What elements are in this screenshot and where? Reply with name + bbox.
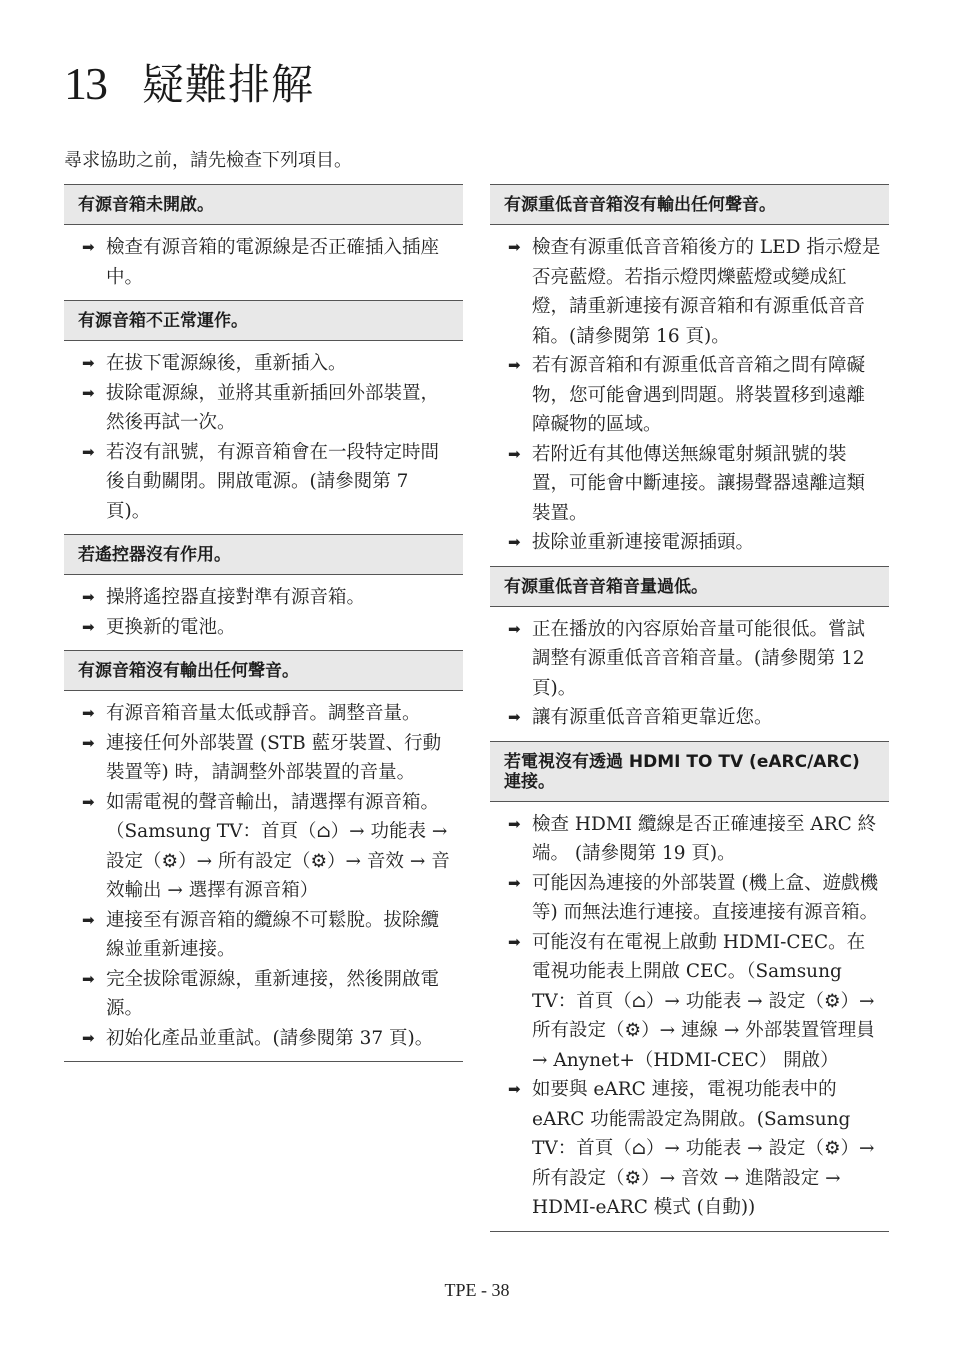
arrow-right-icon: ➡ (508, 873, 521, 892)
list-item-text: 連接任何外部裝置 (STB 藍牙裝置、行動裝置等) 時，請調整外部裝置的音量。 (106, 732, 442, 783)
troubleshoot-section (64, 650, 463, 1062)
arrow-right-icon: ➡ (82, 354, 95, 372)
arrow-right-icon: ➡ (508, 1080, 521, 1098)
section-title: 有源音箱沒有輸出任何聲音。 (64, 650, 463, 691)
list-item (82, 699, 457, 729)
right-column (490, 184, 889, 1232)
chapter-heading (64, 52, 314, 112)
list-item (508, 1075, 883, 1223)
arrow-right-icon: ➡ (82, 910, 95, 929)
list-item-text: 拔除電源線，並將其重新插回外部裝置，然後再試一次。 (106, 382, 440, 433)
arrow-right-icon: ➡ (82, 1028, 95, 1047)
arrow-right-icon: ➡ (508, 444, 521, 463)
list-item-text: 連接至有源音箱的纜線不可鬆脫。拔除纜線並重新連接。 (106, 909, 440, 960)
list-item-text: 正在播放的內容原始音量可能很低。嘗試調整有源重低音音箱音量。(請參閱第 12 頁)。 (532, 618, 866, 699)
list-item (82, 788, 457, 906)
section-list (64, 225, 463, 300)
troubleshoot-section (490, 566, 889, 741)
arrow-right-icon: ➡ (82, 383, 95, 402)
chapter-number: 13 (64, 58, 106, 109)
intro-text: 尋求協助之前，請先檢查下列項目。 (64, 150, 352, 171)
arrow-right-icon: ➡ (82, 588, 95, 606)
arrow-right-icon: ➡ (82, 442, 95, 461)
arrow-right-icon: ➡ (508, 533, 521, 551)
list-item-text: 在拔下電源線後，重新插入。 (106, 353, 347, 374)
troubleshoot-section (64, 534, 463, 650)
arrow-right-icon: ➡ (508, 619, 521, 638)
list-item (82, 379, 457, 438)
section-title: 有源重低音音箱沒有輸出任何聲音。 (490, 184, 889, 225)
list-item-text: 若附近有其他傳送無線電射頻訊號的裝置，可能會中斷連接。讓揚聲器遠離這類裝置。 (532, 443, 866, 524)
list-item (508, 869, 883, 928)
list-item-text: 如需電視的聲音輸出，請選擇有源音箱。（Samsung TV：首頁（⌂）→ 功能表 → 設定（⚙）→ 所有設定（⚙）→ 音效 → 音效輸出 → 選擇有源音箱） (106, 791, 450, 901)
section-title: 有源重低音音箱音量過低。 (490, 566, 889, 607)
list-item (508, 810, 883, 869)
chapter-title: 疑難排解 (142, 60, 315, 109)
left-column (64, 184, 463, 1062)
arrow-right-icon: ➡ (82, 238, 95, 256)
troubleshoot-section (490, 184, 889, 566)
list-item-text: 檢查 HDMI 纜線是否正確連接至 ARC 終端。 (請參閱第 19 頁)。 (532, 813, 877, 864)
list-item-text: 讓有源重低音音箱更靠近您。 (532, 707, 773, 728)
section-list (64, 691, 463, 1061)
arrow-right-icon: ➡ (82, 733, 95, 752)
section-title: 若遙控器沒有作用。 (64, 534, 463, 575)
list-item (508, 928, 883, 1076)
page-footer: TPE - 38 (444, 1280, 510, 1300)
arrow-right-icon: ➡ (82, 704, 95, 722)
section-list (490, 225, 889, 566)
list-item (82, 1024, 457, 1054)
arrow-right-icon: ➡ (82, 969, 95, 988)
list-item (82, 583, 457, 613)
section-list (490, 607, 889, 741)
arrow-right-icon: ➡ (82, 792, 95, 811)
section-title: 有源音箱不正常運作。 (64, 300, 463, 341)
list-item (82, 438, 457, 527)
list-item-text: 拔除並重新連接電源插頭。 (532, 532, 755, 553)
list-item-text: 更換新的電池。 (106, 616, 236, 638)
section-list (64, 341, 463, 534)
list-item-text: 完全拔除電源線，重新連接，然後開啟電源。 (106, 968, 440, 1019)
list-item (508, 703, 883, 733)
list-item (82, 729, 457, 788)
list-item (508, 440, 883, 529)
list-item (82, 613, 457, 643)
list-item (82, 965, 457, 1024)
list-item-text: 操將遙控器直接對準有源音箱。 (106, 587, 366, 608)
list-item-text: 如要與 eARC 連接，電視功能表中的 eARC 功能需設定為開啟。(Samsung TV：首頁（⌂）→ 功能表 → 設定（⚙）→ 所有設定（⚙）→ 音效 → 進階設定 → HDMI-eARC 模式 (自動)) (532, 1079, 875, 1218)
section-list (490, 802, 889, 1231)
arrow-right-icon: ➡ (508, 356, 521, 374)
list-item-text: 有源音箱音量太低或靜音。調整音量。 (106, 703, 421, 724)
list-item (82, 906, 457, 965)
section-title: 若電視沒有透過 HDMI TO TV (eARC/ARC) 連接。 (490, 741, 889, 802)
section-list (64, 575, 463, 650)
list-item (82, 233, 457, 292)
troubleshoot-section (490, 741, 889, 1232)
list-item-text: 檢查有源重低音音箱後方的 LED 指示燈是否亮藍燈。若指示燈閃爍藍燈或變成紅燈，請重新連接有源音箱和有源重低音音箱。(請參閱第 16 頁)。 (532, 237, 881, 347)
list-item-text: 檢查有源音箱的電源線是否正確插入插座中。 (106, 237, 440, 288)
list-item (508, 351, 883, 440)
arrow-right-icon: ➡ (508, 814, 521, 833)
arrow-right-icon: ➡ (508, 238, 521, 256)
list-item (508, 615, 883, 704)
list-item-text: 若有源音箱和有源重低音音箱之間有障礙物，您可能會遇到問題。將裝置移到遠離障礙物的區域。 (532, 355, 866, 435)
list-item (508, 233, 883, 351)
list-item-text: 可能沒有在電視上啟動 HDMI-CEC。在電視功能表上開啟 CEC。（Samsung TV：首頁（⌂）→ 功能表 → 設定（⚙）→ 所有設定（⚙）→ 連線 → 外部裝置管理員 → Anynet+（HDMI-CEC） 開啟） (532, 931, 875, 1071)
troubleshoot-section (64, 300, 463, 534)
list-item-text: 若沒有訊號，有源音箱會在一段特定時間後自動關閉。開啟電源。(請參閱第 7 頁)。 (106, 441, 440, 522)
list-item (82, 349, 457, 379)
arrow-right-icon: ➡ (82, 617, 95, 636)
arrow-right-icon: ➡ (508, 708, 521, 726)
arrow-right-icon: ➡ (508, 932, 521, 951)
section-title: 有源音箱未開啟。 (64, 184, 463, 225)
list-item-text: 初始化產品並重試。(請參閱第 37 頁)。 (106, 1027, 434, 1049)
list-item-text: 可能因為連接的外部裝置 (機上盒、遊戲機等) 而無法進行連接。直接連接有源音箱。 (532, 872, 879, 923)
list-item (508, 528, 883, 558)
troubleshoot-section (64, 184, 463, 300)
